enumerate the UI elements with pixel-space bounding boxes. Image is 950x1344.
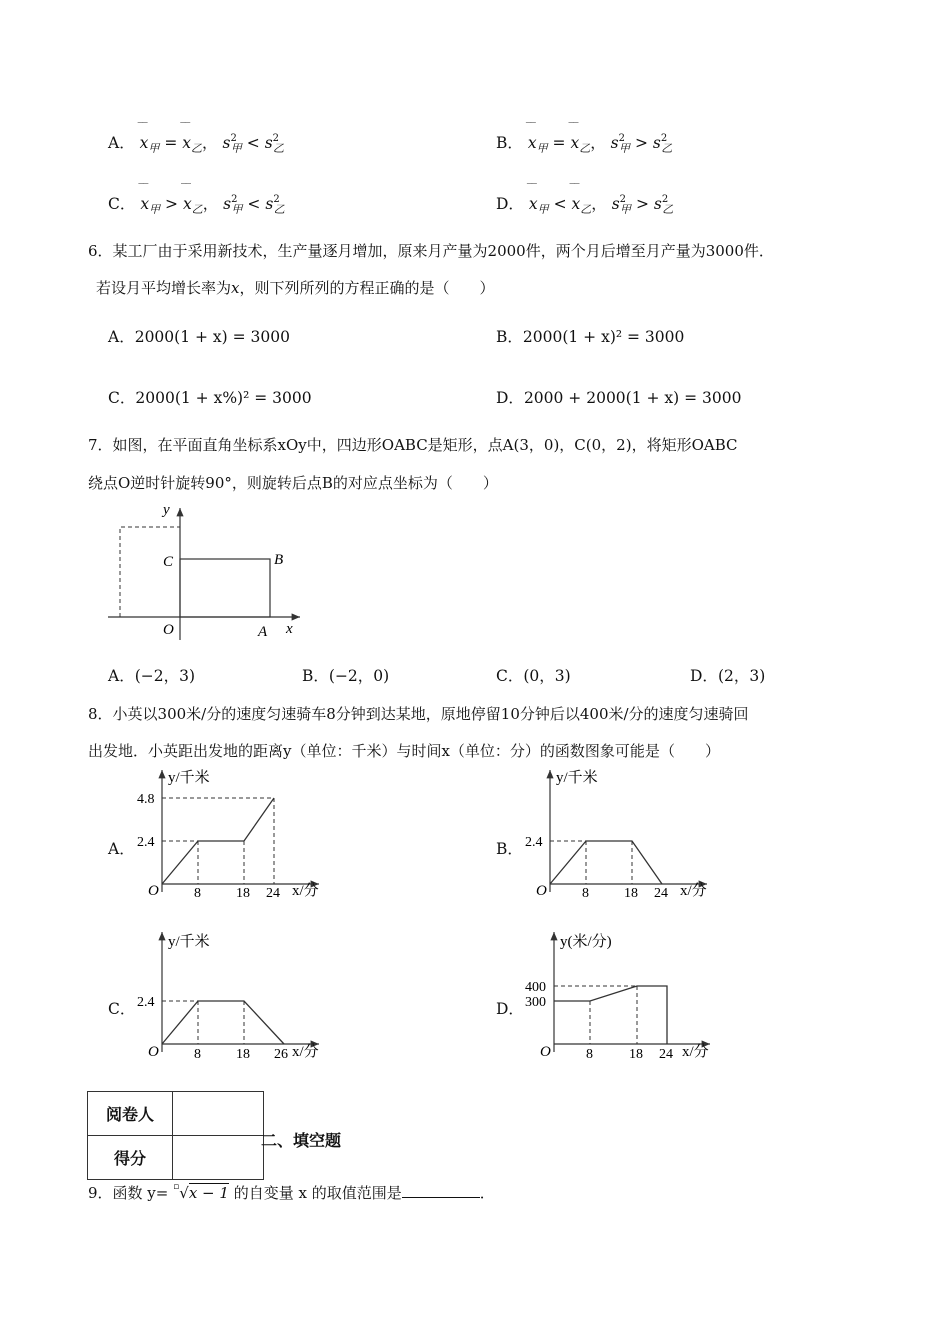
q7-option-a[interactable]: A．(−2，3) bbox=[108, 667, 196, 685]
q8-graph-a[interactable] bbox=[134, 764, 334, 904]
fig-c-label: C bbox=[163, 554, 174, 570]
q8-option-d-letter[interactable]: D． bbox=[496, 1000, 524, 1018]
xlabel: x/分 bbox=[292, 883, 319, 899]
svg-text:2.4: 2.4 bbox=[525, 835, 543, 850]
q7-figure bbox=[100, 500, 310, 650]
q6-option-a[interactable]: A．2000(1 + x) = 3000 bbox=[108, 328, 290, 346]
fig-o-label: O bbox=[163, 622, 174, 638]
q7-option-d[interactable]: D．(2，3) bbox=[690, 667, 766, 685]
q5-option-b[interactable]: B． ‾‾ $x_甲$ = ‾‾ $x_乙$， $s^2_甲 > s^2_乙$ bbox=[496, 131, 672, 156]
score-cell[interactable] bbox=[173, 1136, 264, 1180]
fig-b-label: B bbox=[274, 552, 284, 568]
svg-text:O: O bbox=[536, 883, 547, 899]
svg-text:4.8: 4.8 bbox=[137, 792, 155, 807]
q8-option-b-letter[interactable]: B． bbox=[496, 840, 523, 858]
q8-line2: 出发地．小英距出发地的距离y（单位：千米）与时间x（单位：分）的函数图象可能是（ ） bbox=[88, 742, 720, 760]
svg-text:8: 8 bbox=[194, 1047, 201, 1062]
answer-blank[interactable] bbox=[402, 1183, 480, 1198]
svg-text:400: 400 bbox=[525, 980, 546, 995]
svg-text:y/千米: y/千米 bbox=[556, 770, 598, 786]
svg-text:8: 8 bbox=[586, 1047, 593, 1062]
q8-graph-c[interactable] bbox=[134, 926, 334, 1066]
svg-text:300: 300 bbox=[525, 995, 546, 1010]
ylabel: y/千米 bbox=[168, 770, 210, 786]
svg-text:O: O bbox=[540, 1044, 551, 1060]
fig-x-label: x bbox=[286, 621, 293, 637]
svg-text:18: 18 bbox=[624, 886, 638, 901]
q8-option-c-letter[interactable]: C． bbox=[108, 1000, 136, 1018]
q6-option-d[interactable]: D．2000 + 2000(1 + x) = 3000 bbox=[496, 389, 742, 407]
q8-graph-d[interactable] bbox=[522, 926, 722, 1066]
cube-root-expression: ▫√x − 1 bbox=[173, 1182, 229, 1202]
q8-option-a-letter[interactable]: A． bbox=[108, 840, 135, 858]
q7-option-b[interactable]: B．(−2，0) bbox=[302, 667, 390, 685]
q8-line1: 8．小英以300米/分的速度匀速骑车8分钟到达某地，原地停留10分钟后以400米/分的速度匀速骑回 bbox=[88, 705, 749, 723]
svg-text:x/分: x/分 bbox=[682, 1044, 709, 1060]
q6-option-c[interactable]: C．2000(1 + x%)² = 3000 bbox=[108, 389, 312, 407]
q9: 9．函数 y= ▫√x − 1 的自变量 x 的取值范围是 ． bbox=[88, 1182, 495, 1202]
score-label: 得分 bbox=[88, 1136, 173, 1180]
fig-y-label: y bbox=[163, 502, 170, 518]
q6-option-b[interactable]: B．2000(1 + x)² = 3000 bbox=[496, 328, 685, 346]
grader-cell[interactable] bbox=[173, 1092, 264, 1136]
q7-line2: 绕点O逆时针旋转90°，则旋转后点B的对应点坐标为（ ） bbox=[88, 474, 498, 492]
q7-option-c[interactable]: C．(0，3) bbox=[496, 667, 571, 685]
q7-line1: 7．如图，在平面直角坐标系xOy中，四边形OABC是矩形，点A(3，0)，C(0，2)，将矩形OABC bbox=[88, 436, 738, 454]
svg-text:26: 26 bbox=[274, 1047, 288, 1062]
svg-text:24: 24 bbox=[654, 886, 668, 901]
svg-text:x/分: x/分 bbox=[292, 1044, 319, 1060]
q5-option-d[interactable]: D． ‾‾ $x_甲$ < ‾‾ $x_乙$， $s^2_甲 > s^2_乙$ bbox=[496, 192, 673, 217]
svg-text:8: 8 bbox=[194, 886, 201, 901]
svg-text:O: O bbox=[148, 883, 159, 899]
svg-text:24: 24 bbox=[266, 886, 280, 901]
svg-text:O: O bbox=[148, 1044, 159, 1060]
section-title: 二、填空题 bbox=[261, 1131, 342, 1150]
svg-text:y/千米: y/千米 bbox=[168, 934, 210, 950]
svg-text:18: 18 bbox=[629, 1047, 643, 1062]
svg-text:8: 8 bbox=[582, 886, 589, 901]
score-table bbox=[87, 1091, 264, 1180]
q6-line1: 6．某工厂由于采用新技术，生产量逐月增加，原来月产量为2000件，两个月后增至月产量为3000件． bbox=[88, 242, 774, 260]
fig-a-label: A bbox=[258, 624, 268, 640]
q5-option-a[interactable]: A． ‾‾ $x_甲$ = ‾‾ $x_乙$， $s^2_甲 < s^2_乙$ bbox=[108, 131, 284, 156]
q8-graph-b[interactable] bbox=[522, 764, 722, 904]
svg-text:18: 18 bbox=[236, 886, 250, 901]
svg-text:x/分: x/分 bbox=[680, 883, 707, 899]
svg-text:2.4: 2.4 bbox=[137, 995, 155, 1010]
svg-text:2.4: 2.4 bbox=[137, 835, 155, 850]
grader-label: 阅卷人 bbox=[88, 1092, 173, 1136]
svg-text:y(米/分): y(米/分) bbox=[560, 934, 612, 950]
svg-text:18: 18 bbox=[236, 1047, 250, 1062]
svg-text:24: 24 bbox=[659, 1047, 673, 1062]
q6-line2: 若设月平均增长率为x，则下列所列的方程正确的是（ ） bbox=[96, 279, 495, 297]
q5-option-c[interactable]: C． ‾‾ $x_甲$ > ‾‾ $x_乙$， $s^2_甲 < s^2_乙$ bbox=[108, 192, 285, 217]
